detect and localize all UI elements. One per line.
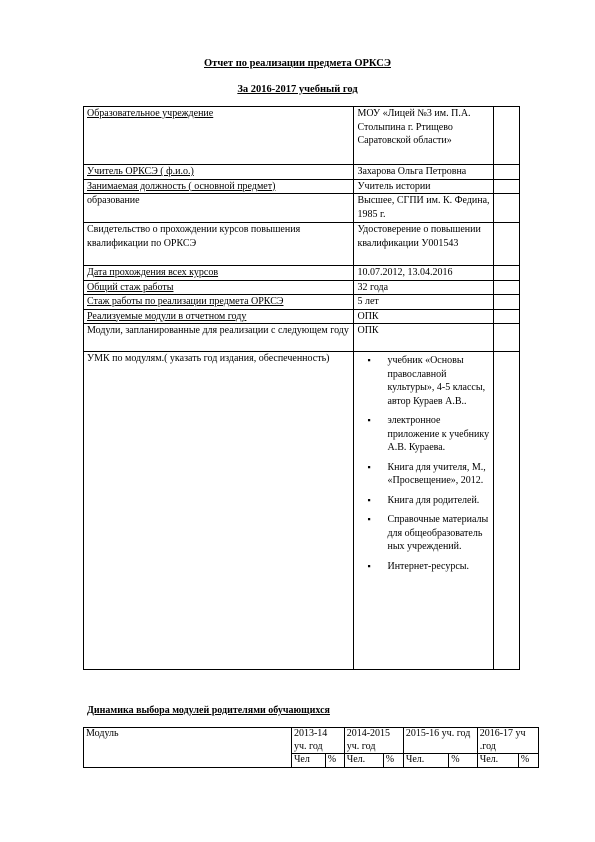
row-value: Учитель истории bbox=[354, 179, 493, 194]
table-row bbox=[84, 194, 520, 223]
row-value: 10.07.2012, 13.04.2016 bbox=[354, 266, 493, 281]
empty-cell bbox=[493, 165, 519, 180]
percent-header: % bbox=[449, 754, 478, 768]
row-value: 32 года bbox=[354, 280, 493, 295]
empty-cell bbox=[493, 352, 519, 670]
empty-cell bbox=[493, 295, 519, 310]
count-header: Чел bbox=[291, 754, 325, 768]
table-row bbox=[84, 266, 520, 281]
umk-label: УМК по модулям.( указать год издания, обеспеченность) bbox=[84, 352, 354, 670]
table-row bbox=[84, 324, 520, 352]
umk-list bbox=[357, 354, 489, 573]
table-row bbox=[84, 728, 539, 754]
row-label: образование bbox=[84, 194, 354, 223]
list-item: ▪ Интернет-ресурсы. bbox=[387, 560, 489, 574]
empty-cell bbox=[493, 179, 519, 194]
list-item: ▪ учебник «Основы православной культуры», 4-5 классы, автор Кураев А.В.. bbox=[387, 354, 489, 408]
list-item: ▪ Книга для учителя, М., «Просвещение», 2012. bbox=[387, 461, 489, 488]
row-value: Удостоверение о повышении квалификации У001543 bbox=[354, 223, 493, 266]
list-item: ▪ Книга для родителей. bbox=[387, 494, 489, 508]
empty-cell bbox=[493, 223, 519, 266]
empty-cell bbox=[493, 194, 519, 223]
percent-header: % bbox=[325, 754, 344, 768]
row-label: Дата прохождения всех курсов bbox=[84, 266, 354, 281]
year-header: 2015-16 уч. год bbox=[403, 728, 477, 754]
table-row bbox=[84, 179, 520, 194]
year-header: 2016-17 уч .год bbox=[477, 728, 538, 754]
table-row bbox=[84, 223, 520, 266]
row-value: 5 лет bbox=[354, 295, 493, 310]
row-label: Стаж работы по реализации предмета ОРКСЭ bbox=[84, 295, 354, 310]
row-value: Высшее, СГПИ им. К. Федина, 1985 г. bbox=[354, 194, 493, 223]
table-row bbox=[84, 107, 520, 165]
percent-header: % bbox=[518, 754, 538, 768]
empty-cell bbox=[493, 309, 519, 324]
row-label: Реализуемые модули в отчетном году bbox=[84, 309, 354, 324]
empty-cell bbox=[493, 280, 519, 295]
year-header: 2014-2015 уч. год bbox=[344, 728, 403, 754]
row-label: Общий стаж работы bbox=[84, 280, 354, 295]
table-row bbox=[84, 165, 520, 180]
report-title: Отчет по реализации предмета ОРКСЭ bbox=[204, 58, 391, 69]
report-info-table bbox=[83, 106, 520, 670]
dynamics-title: Динамика выбора модулей родителями обучающихся bbox=[87, 705, 330, 716]
row-value: Захарова Ольга Петровна bbox=[354, 165, 493, 180]
row-label: Свидетельство о прохождении курсов повышения квалификации по ОРКСЭ bbox=[84, 223, 354, 266]
table-row bbox=[84, 280, 520, 295]
row-value: ОПК bbox=[354, 309, 493, 324]
table-row bbox=[84, 295, 520, 310]
empty-cell bbox=[493, 266, 519, 281]
row-value: ОПК bbox=[354, 324, 493, 352]
list-item: ▪ электронное приложение к учебнику А.В. Кураева. bbox=[387, 414, 489, 455]
count-header: Чел. bbox=[403, 754, 448, 768]
empty-cell bbox=[493, 324, 519, 352]
dynamics-table bbox=[83, 727, 539, 768]
row-label: Модули, запланированные для реализации с следующем году bbox=[84, 324, 354, 352]
module-header: Модуль bbox=[84, 728, 292, 768]
empty-cell bbox=[493, 107, 519, 165]
table-row bbox=[84, 352, 520, 670]
row-label: Учитель ОРКСЭ ( ф.и.о.) bbox=[84, 165, 354, 180]
list-item: ▪ Справочные материалы для общеобразователь ных учреждений. bbox=[387, 513, 489, 554]
umk-cell bbox=[354, 352, 493, 670]
report-subtitle: За 2016-2017 учебный год bbox=[237, 84, 358, 95]
year-header: 2013-14 уч. год bbox=[291, 728, 344, 754]
count-header: Чел. bbox=[477, 754, 518, 768]
percent-header: % bbox=[383, 754, 403, 768]
row-value: МОУ «Лицей №3 им. П.А. Столыпина г. Ртищево Саратовской области» bbox=[354, 107, 493, 165]
row-label: Образовательное учреждение bbox=[84, 107, 354, 165]
table-row bbox=[84, 309, 520, 324]
row-label: Занимаемая должность ( основной предмет) bbox=[84, 179, 354, 194]
count-header: Чел. bbox=[344, 754, 383, 768]
